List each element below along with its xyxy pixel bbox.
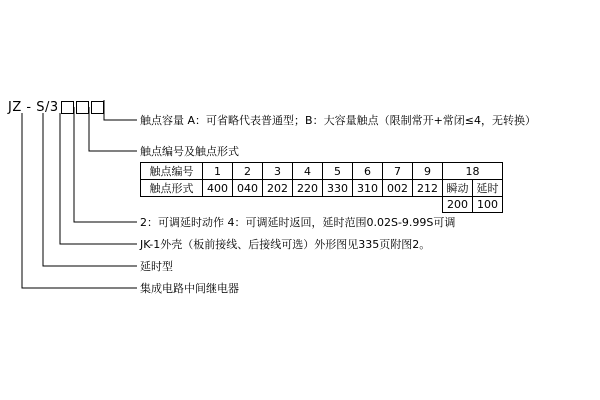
contact-form-7: 002 <box>383 180 413 197</box>
blank-3 <box>263 197 293 213</box>
table-row-numbers <box>141 163 503 180</box>
model-code-box-1 <box>61 101 74 114</box>
model-code-box-2 <box>76 101 89 114</box>
contact-number-2: 2 <box>233 163 263 180</box>
contact-18-value-instant: 200 <box>443 197 473 213</box>
blank-2 <box>233 197 263 213</box>
contact-18-value-delay: 100 <box>473 197 503 213</box>
table-row-18-values <box>141 197 503 213</box>
contact-table-wrap <box>140 162 503 213</box>
row-label-contact-number: 触点编号 <box>141 163 203 180</box>
contact-number-5: 5 <box>323 163 353 180</box>
contact-number-4: 4 <box>293 163 323 180</box>
model-code <box>8 100 104 115</box>
row-label-blank <box>141 197 203 213</box>
row-label-contact-form: 触点形式 <box>141 180 203 197</box>
contact-number-18: 18 <box>443 163 503 180</box>
contact-form-4: 220 <box>293 180 323 197</box>
contact-number-6: 6 <box>353 163 383 180</box>
contact-table <box>140 162 503 213</box>
contact-18-sub-instant: 瞬动 <box>443 180 473 197</box>
contact-number-9: 9 <box>413 163 443 180</box>
annotation-contact-capacity: 触点容量 A：可省略代表普通型；B：大容量触点（限制常开+常闭≤4，无转换） <box>140 114 536 127</box>
blank-4 <box>293 197 323 213</box>
model-code-prefix: JZ - S/3 <box>8 100 59 115</box>
table-row-forms <box>141 180 503 197</box>
blank-5 <box>323 197 353 213</box>
contact-form-5: 330 <box>323 180 353 197</box>
contact-form-6: 310 <box>353 180 383 197</box>
annotation-contact-number-form: 触点编号及触点形式 <box>140 145 239 158</box>
blank-8 <box>413 197 443 213</box>
contact-form-9: 212 <box>413 180 443 197</box>
contact-number-3: 3 <box>263 163 293 180</box>
blank-7 <box>383 197 413 213</box>
annotation-shell: JK-1外壳（板前接线、后接线可选）外形图见335页附图2。 <box>140 238 431 251</box>
blank-1 <box>203 197 233 213</box>
model-code-box-3 <box>91 101 104 114</box>
contact-form-3: 202 <box>263 180 293 197</box>
contact-number-1: 1 <box>203 163 233 180</box>
annotation-delay-action: 2：可调延时动作 4：可调延时返回，延时范围0.02S-9.99S可调 <box>140 216 456 229</box>
contact-number-7: 7 <box>383 163 413 180</box>
blank-6 <box>353 197 383 213</box>
contact-18-sub-delay: 延时 <box>473 180 503 197</box>
contact-form-2: 040 <box>233 180 263 197</box>
contact-form-1: 400 <box>203 180 233 197</box>
annotation-delay-type: 延时型 <box>140 260 173 273</box>
annotation-relay-name: 集成电路中间继电器 <box>140 282 239 295</box>
